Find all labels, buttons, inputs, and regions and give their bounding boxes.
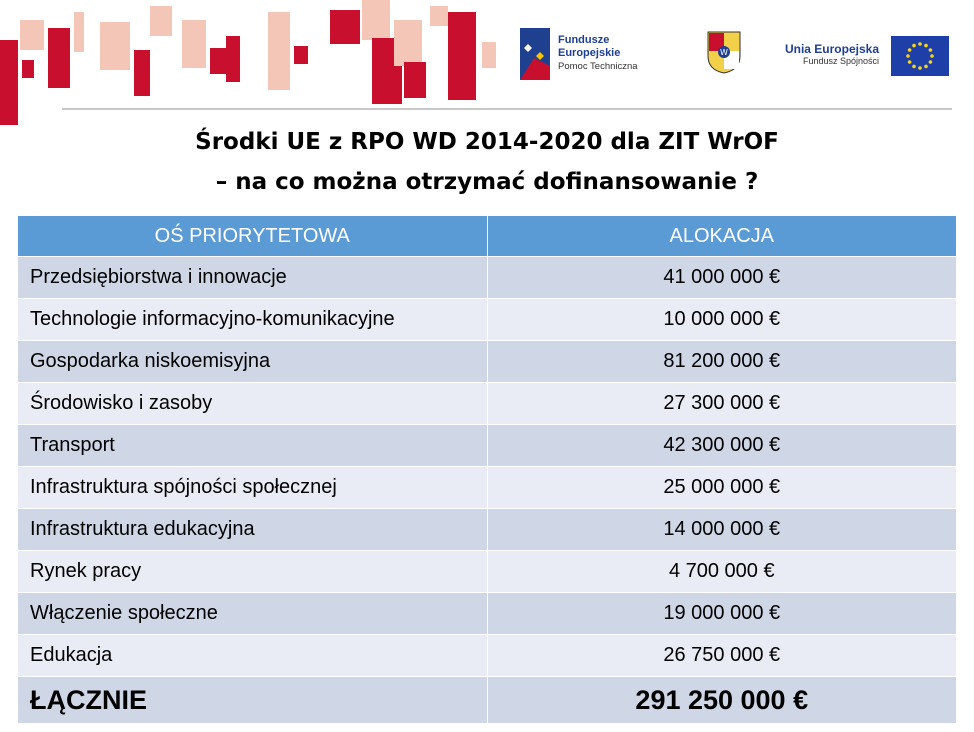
row-amount: 26 750 000 €	[487, 635, 956, 677]
row-name: Technologie informacyjno-komunikacyjne	[18, 299, 488, 341]
header-allocation: ALOKACJA	[487, 216, 956, 257]
row-name: Gospodarka niskoemisyjna	[18, 341, 488, 383]
row-name: Edukacja	[18, 635, 488, 677]
row-name: Infrastruktura spójności społecznej	[18, 467, 488, 509]
header-priority-axis: OŚ PRIORYTETOWA	[18, 216, 488, 257]
row-name: Przedsiębiorstwa i innowacje	[18, 257, 488, 299]
table-row	[18, 551, 957, 593]
total-row	[18, 677, 957, 724]
table-header-row	[18, 216, 957, 257]
row-amount: 14 000 000 €	[487, 509, 956, 551]
table-row	[18, 341, 957, 383]
coat-of-arms-icon	[706, 30, 742, 74]
table-row	[18, 467, 957, 509]
title-line1: Środki UE z RPO WD 2014-2020 dla ZIT WrOF	[195, 129, 779, 155]
allocation-table	[17, 215, 957, 724]
row-amount: 10 000 000 €	[487, 299, 956, 341]
table-row	[18, 299, 957, 341]
eu-title: Unia Europejska	[784, 42, 879, 56]
row-name: Infrastruktura edukacyjna	[18, 509, 488, 551]
eu-logo-text	[777, 42, 879, 66]
row-amount: 42 300 000 €	[487, 425, 956, 467]
row-amount: 27 300 000 €	[487, 383, 956, 425]
header-divider	[62, 108, 952, 110]
decorative-mosaic	[0, 0, 500, 125]
row-name: Włączenie społeczne	[18, 593, 488, 635]
fundusze-europejskie-logo	[520, 28, 660, 83]
fe-line3: Pomoc Techniczna	[558, 61, 638, 72]
fe-line2: Europejskie	[558, 47, 621, 59]
page-title	[0, 122, 974, 202]
svg-text:W: W	[720, 48, 728, 57]
row-amount: 41 000 000 €	[487, 257, 956, 299]
total-label: ŁĄCZNIE	[18, 677, 488, 724]
total-amount: 291 250 000 €	[487, 677, 956, 724]
row-amount: 4 700 000 €	[487, 551, 956, 593]
table-row	[18, 635, 957, 677]
table-row	[18, 509, 957, 551]
title-line2: – na co można otrzymać dofinansowanie ?	[215, 169, 759, 195]
row-name: Rynek pracy	[18, 551, 488, 593]
row-name: Transport	[18, 425, 488, 467]
eu-subtitle: Fundusz Spójności	[802, 56, 879, 66]
fe-flag-icon	[520, 28, 550, 80]
table-row	[18, 425, 957, 467]
table-row	[18, 593, 957, 635]
row-amount: 81 200 000 €	[487, 341, 956, 383]
table-row	[18, 257, 957, 299]
fe-line1: Fundusze	[558, 34, 610, 46]
row-amount: 25 000 000 €	[487, 467, 956, 509]
table-row	[18, 383, 957, 425]
row-name: Środowisko i zasoby	[18, 383, 488, 425]
row-amount: 19 000 000 €	[487, 593, 956, 635]
eu-flag-icon	[891, 36, 949, 76]
